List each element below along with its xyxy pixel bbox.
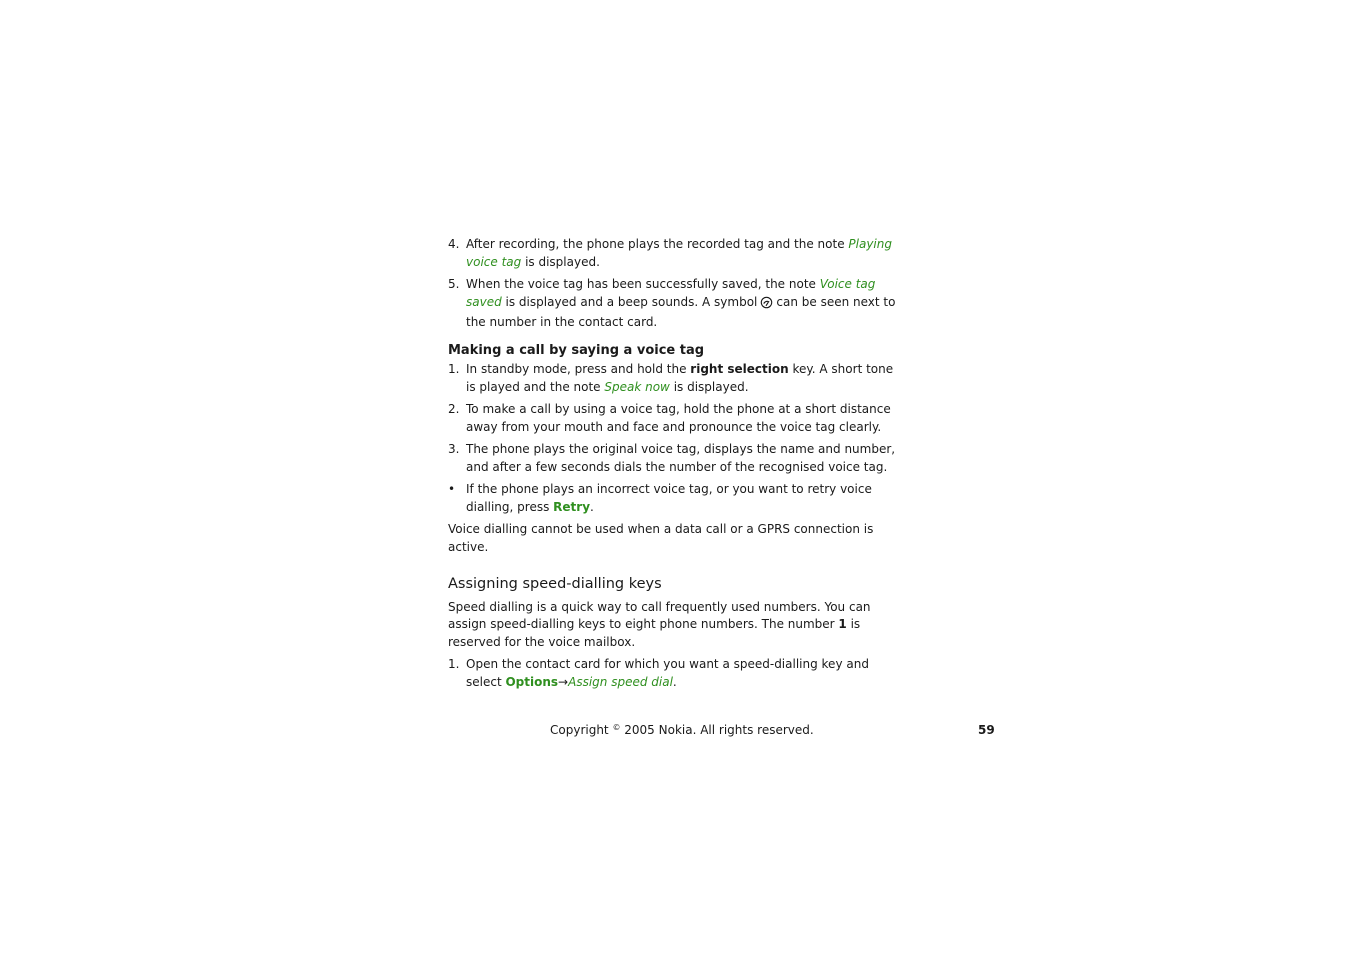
display-note: Speak now bbox=[604, 379, 670, 394]
list-item-call-3 bbox=[448, 441, 903, 476]
display-note: Voice tag saved bbox=[466, 277, 876, 309]
bullet-mark: • bbox=[448, 482, 456, 496]
display-note: Playing voice tag bbox=[466, 237, 892, 269]
reserved-number: 1 bbox=[838, 617, 847, 631]
list-item-step-4 bbox=[448, 236, 903, 271]
bullet-item-retry bbox=[448, 481, 903, 516]
menu-option: Assign speed dial bbox=[568, 674, 673, 689]
list-item-call-1 bbox=[448, 361, 903, 396]
softkey-retry: Retry bbox=[553, 499, 591, 514]
item-text: To make a call by using a voice tag, hold the phone at a short distance away from your mouth and face and pronounce the voice tag clearly. bbox=[466, 402, 891, 434]
item-number: 4. bbox=[448, 237, 460, 251]
speed-dial-paragraph: Speed dialling is a quick way to call frequently used numbers. You can assign speed-dialling keys to eight phone numbers. The number 1 is reserved for the voice mailbox. bbox=[448, 599, 871, 649]
item-number: 5. bbox=[448, 277, 460, 291]
item-text: In standby mode, press and hold the right selection key. A short tone is played and the note Speak now is displayed. bbox=[466, 362, 894, 394]
section-heading: Assigning speed-dialling keys bbox=[448, 576, 662, 592]
subheading: Making a call by saying a voice tag bbox=[448, 342, 705, 358]
list-item-speed-1 bbox=[448, 656, 903, 691]
item-text: After recording, the phone plays the recorded tag and the note Playing voice tag is displayed. bbox=[466, 237, 892, 269]
softkey-options: Options bbox=[505, 674, 559, 689]
key-name: right selection bbox=[690, 362, 789, 376]
item-text: Open the contact card for which you want a speed-dialling key and select Options→Assign speed dial. bbox=[466, 657, 869, 689]
copyright-footer: Copyright © 2005 Nokia. All rights reserved. bbox=[550, 723, 814, 737]
note-paragraph: Voice dialling cannot be used when a data call or a GPRS connection is active. bbox=[448, 522, 874, 554]
item-text: The phone plays the original voice tag, displays the name and number, and after a few seconds dials the number of the recognised voice tag. bbox=[466, 442, 896, 474]
list-item-call-2 bbox=[448, 401, 903, 436]
item-number: 3. bbox=[448, 442, 460, 456]
item-number: 1. bbox=[448, 362, 460, 376]
menu-arrow: → bbox=[558, 674, 569, 689]
item-text: If the phone plays an incorrect voice tag, or you want to retry voice dialling, press Retry. bbox=[466, 482, 872, 514]
page-number: 59 bbox=[978, 723, 995, 737]
item-number: 2. bbox=[448, 402, 460, 416]
list-item-step-5 bbox=[448, 276, 903, 332]
item-text: When the voice tag has been successfully saved, the note Voice tag saved is displayed and a beep sounds. A symbol can be seen next to the number in the contact card. bbox=[466, 277, 896, 329]
voice-tag-icon bbox=[760, 296, 773, 315]
item-number: 1. bbox=[448, 657, 460, 671]
page-content bbox=[448, 236, 903, 696]
copyright-symbol: © bbox=[612, 723, 621, 732]
